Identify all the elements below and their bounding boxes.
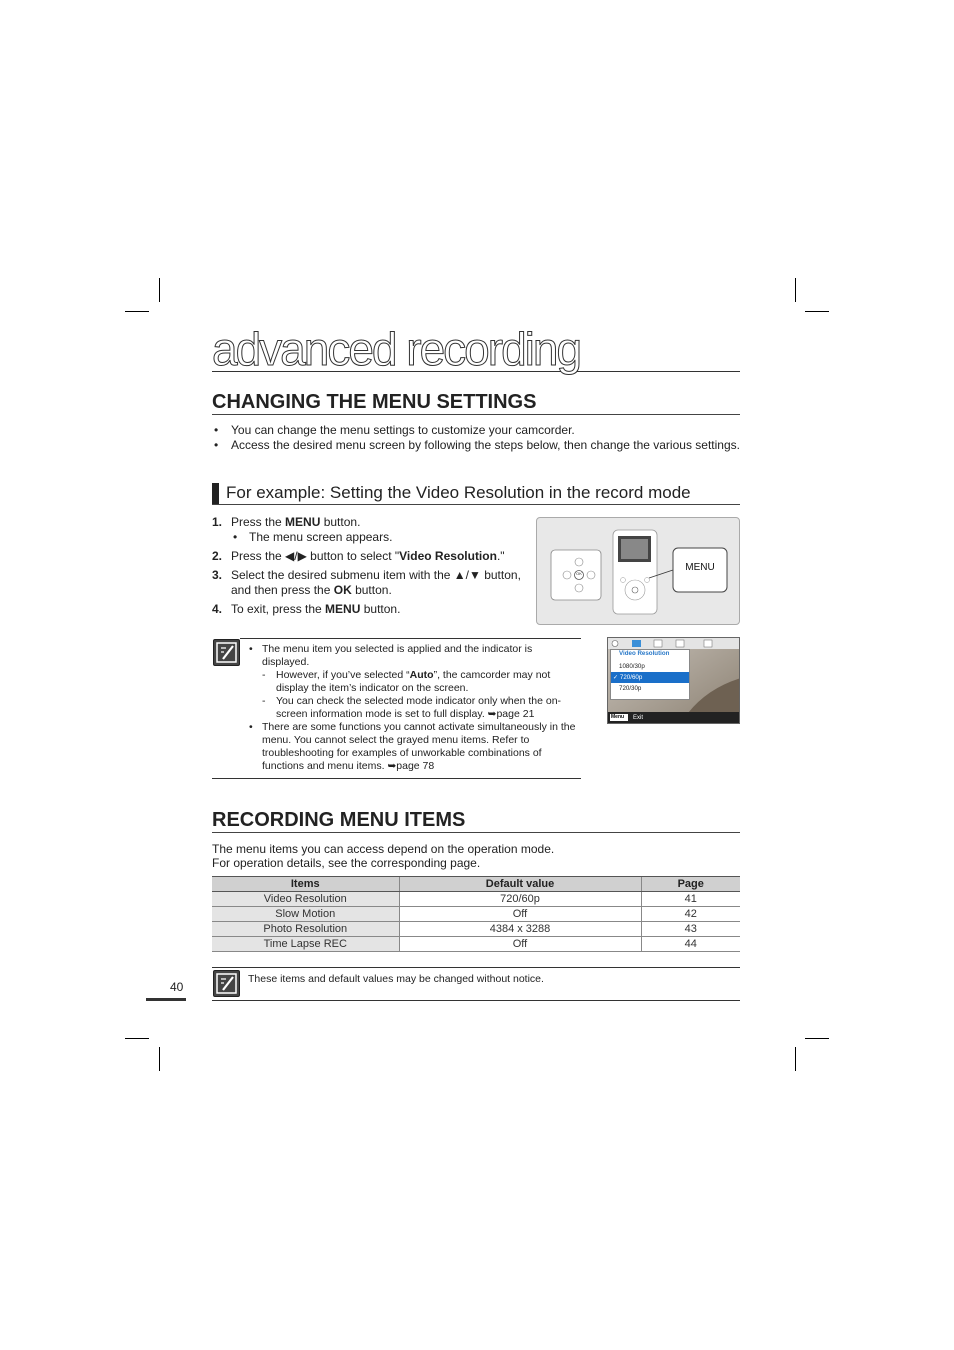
menu-screen-thumbnail <box>607 637 740 724</box>
page-number: 40 <box>170 980 184 994</box>
ok-button-label: OK <box>576 571 582 576</box>
screen-option-1: 1080/30p <box>619 663 645 670</box>
section-heading-menu-settings: CHANGING THE MENU SETTINGS <box>212 391 740 415</box>
table-header: Default value <box>399 877 641 892</box>
crop-mark <box>805 311 829 312</box>
table-row: Slow Motion Off 42 <box>212 907 740 922</box>
step-2: 2. Press the ◀/▶ button to select "Video Resolution." <box>212 549 505 563</box>
menu-callout-label: MENU <box>685 562 715 573</box>
note-2 <box>212 967 740 1001</box>
note-dash-1: - However, if you’ve selected “Auto”, the camcorder may not display the item’s indicator on the screen. <box>262 669 578 695</box>
pen-note-icon <box>214 640 239 665</box>
note-bullet-2: • There are some functions you cannot activate simultaneously in the menu. You cannot select the grayed menu items. Refer to troubleshooting for examples of unworkable combinations of functions and menu items. ➥page 78 <box>248 721 578 773</box>
screen-exit-label: Exit <box>633 715 644 721</box>
bullet-item: • Access the desired menu screen by following the steps below, then change the various settings. <box>212 438 740 453</box>
page-number-bar <box>146 998 186 1001</box>
steps-list <box>212 515 527 621</box>
bullet-item: • You can change the menu settings to customize your camcorder. <box>212 423 740 438</box>
step-1: 1. Press the MENU button. • The menu screen appears. <box>212 515 527 545</box>
step-3: 3. Select the desired submenu item with the ▲/▼ button, and then press the OK button. <box>212 568 521 597</box>
screen-option-3: 720/30p <box>619 685 642 692</box>
note-2-text: These items and default values may be changed without notice. <box>248 973 544 985</box>
screen-menu-panel <box>610 649 690 700</box>
note-bottom-rule <box>212 778 581 779</box>
example-heading-text: For example: Setting the Video Resolution in the record mode <box>226 483 691 502</box>
table-row: Photo Resolution 4384 x 3288 43 <box>212 922 740 937</box>
crop-mark <box>125 311 149 312</box>
crop-mark <box>795 278 796 302</box>
crop-mark <box>125 1038 149 1039</box>
table-row: Time Lapse REC Off 44 <box>212 937 740 952</box>
screen-menu-title: Video Resolution <box>619 650 670 657</box>
crop-mark <box>795 1047 796 1071</box>
table-header: Items <box>212 877 399 892</box>
note-dash-2: - You can check the selected mode indicator only when the on-screen information mode is set to full display. ➥page 21 <box>262 695 578 721</box>
intro-bullets <box>212 423 740 453</box>
note-icon <box>213 970 240 997</box>
note-top-rule <box>240 638 581 639</box>
pen-note-icon <box>214 971 239 996</box>
section2-paragraph: The menu items you can access depend on the operation mode. For operation details, see the corresponding page. <box>212 842 555 870</box>
section-heading-recording-menu-items: RECORDING MENU ITEMS <box>212 809 740 833</box>
menu-items-table <box>212 876 740 952</box>
table-header: Page <box>641 877 740 892</box>
step-4: 4. To exit, press the MENU button. <box>212 602 401 616</box>
example-heading <box>212 483 740 505</box>
crop-mark <box>159 1047 160 1071</box>
table-row: Video Resolution 720/60p 41 <box>212 892 740 907</box>
screen-menu-key: Menu <box>611 714 625 720</box>
heading-bar <box>212 483 219 504</box>
camcorder-figure <box>536 517 740 625</box>
crop-mark <box>805 1038 829 1039</box>
page-title: advanced recording <box>212 326 740 372</box>
crop-mark <box>159 278 160 302</box>
note-bullet-1: • The menu item you selected is applied and the indicator is displayed. <box>248 643 578 669</box>
step-1-sub: • The menu screen appears. <box>231 530 527 545</box>
screen-option-2: ✓ 720/60p <box>611 672 689 683</box>
note-content <box>248 643 578 773</box>
table-header-row <box>212 877 740 892</box>
note-icon <box>213 639 240 666</box>
